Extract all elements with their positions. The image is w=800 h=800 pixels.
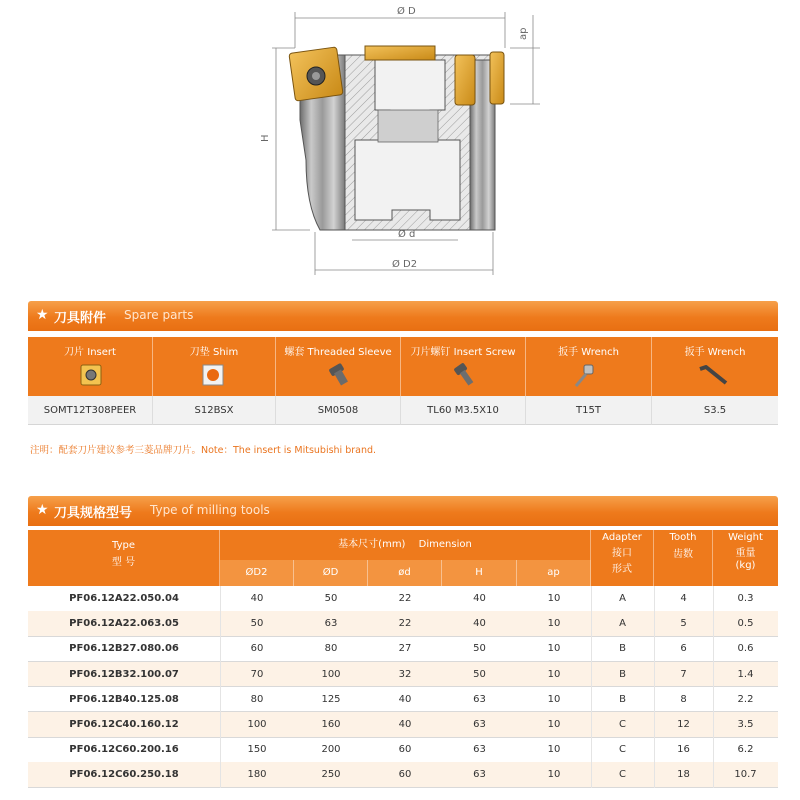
table-row xyxy=(28,687,778,713)
cell-D2: 60 xyxy=(250,643,264,655)
spare-val-insert: SOMT12T308PEER xyxy=(28,396,153,425)
table-row xyxy=(28,662,778,688)
spare-col-threaded-sleeve xyxy=(276,337,401,396)
cell-adapter: A xyxy=(619,593,626,604)
cell-ap: 10 xyxy=(547,593,561,604)
cell-D: 63 xyxy=(324,618,338,630)
spare-val-insert-screw: TL60 M3.5X10 xyxy=(401,396,526,425)
dim-D2-label: Ø D2 xyxy=(392,259,418,270)
cell-d: 40 xyxy=(398,693,412,705)
dim-H-label: H xyxy=(260,134,271,142)
header-H: H xyxy=(442,560,517,586)
spare-val-wrench-hex: S3.5 xyxy=(652,396,778,425)
torx-wrench-icon xyxy=(572,363,606,389)
spare-col-wrench-hex xyxy=(652,337,778,396)
cell-tooth: 16 xyxy=(677,744,690,756)
cell-type: PF06.12B27.080.06 xyxy=(69,643,179,655)
cell-tooth: 7 xyxy=(680,668,687,680)
cell-D: 100 xyxy=(321,668,341,680)
cell-weight: 3.5 xyxy=(737,719,754,730)
spare-val-wrench-torx: T15T xyxy=(526,396,652,425)
header-D2: ØD2 xyxy=(220,560,294,586)
cell-type: PF06.12B32.100.07 xyxy=(69,668,179,680)
cell-D2: 50 xyxy=(250,618,264,630)
spare-col-label: 扳手 Wrench xyxy=(558,347,619,358)
cell-weight: 0.6 xyxy=(737,643,754,655)
spare-parts-title-cn: 刀具附件 xyxy=(54,311,107,326)
spare-col-shim xyxy=(153,337,276,396)
cell-weight: 2.2 xyxy=(737,693,754,705)
header-type-en: Type xyxy=(112,540,135,551)
cell-type: PF06.12C40.160.12 xyxy=(69,719,179,730)
cell-tooth: 18 xyxy=(677,769,690,781)
cell-D: 200 xyxy=(321,744,341,756)
cell-D: 125 xyxy=(321,693,341,705)
cell-ap: 10 xyxy=(547,719,561,730)
cell-D: 250 xyxy=(321,769,341,781)
header-type-cn: 型 号 xyxy=(111,557,136,568)
cell-D2: 180 xyxy=(247,769,267,781)
cell-ap: 10 xyxy=(547,744,561,756)
header-type xyxy=(28,530,220,586)
header-adapter xyxy=(591,530,654,586)
header-weight xyxy=(713,530,778,586)
cell-H: 40 xyxy=(473,618,486,630)
milling-tools-table xyxy=(28,530,778,788)
cell-D2: 150 xyxy=(247,744,267,756)
table-row xyxy=(28,611,778,637)
header-tooth-en: Tooth xyxy=(669,532,697,543)
cell-d: 60 xyxy=(398,744,412,756)
cell-ap: 10 xyxy=(547,643,561,655)
header-weight-cn: 重量 xyxy=(735,548,756,559)
table-row xyxy=(28,636,778,662)
dim-d-label: Ø d xyxy=(398,229,416,240)
cell-D2: 70 xyxy=(250,668,264,680)
cell-tooth: 12 xyxy=(677,719,690,730)
spare-col-wrench-torx xyxy=(526,337,652,396)
cell-tooth: 4 xyxy=(680,593,687,604)
cell-ap: 10 xyxy=(547,769,561,781)
cell-tooth: 8 xyxy=(680,693,687,705)
header-D: ØD xyxy=(294,560,368,586)
cell-type: PF06.12C60.250.18 xyxy=(69,769,179,781)
cell-ap: 10 xyxy=(547,668,561,680)
header-weight-en: Weight xyxy=(728,532,763,543)
cell-type: PF06.12A22.063.05 xyxy=(69,618,179,630)
cell-weight: 6.2 xyxy=(737,744,754,756)
cell-d: 60 xyxy=(398,769,412,781)
cell-weight: 0.3 xyxy=(737,593,754,604)
cell-H: 63 xyxy=(473,744,486,756)
spare-col-label: 刀垫 Shim xyxy=(189,347,239,358)
cell-weight: 10.7 xyxy=(734,769,757,781)
cutter-drawing xyxy=(0,0,800,290)
hex-wrench-icon xyxy=(696,363,732,389)
cell-d: 22 xyxy=(398,593,412,604)
cell-ap: 10 xyxy=(547,693,561,705)
cell-H: 63 xyxy=(473,769,486,781)
insert-graphic-top xyxy=(365,46,435,60)
header-weight-unit: (kg) xyxy=(735,560,756,571)
spare-val-shim: S12BSX xyxy=(153,396,276,425)
spare-parts-table xyxy=(28,337,778,425)
header-adapter-en: Adapter xyxy=(602,532,642,543)
spare-parts-title-en: Spare parts xyxy=(124,308,194,322)
cell-H: 40 xyxy=(473,593,486,604)
cell-type: PF06.12A22.050.04 xyxy=(69,593,179,604)
cell-type: PF06.12C60.200.16 xyxy=(69,744,179,756)
cell-adapter: C xyxy=(619,719,626,730)
spare-col-label: 扳手 Wrench xyxy=(684,347,746,358)
header-tooth xyxy=(654,530,713,586)
spare-col-label: 螺套 Threaded Sleeve xyxy=(284,347,392,358)
star-icon: ★ xyxy=(36,502,49,518)
cell-D: 160 xyxy=(321,719,341,730)
cell-H: 50 xyxy=(473,643,486,655)
header-d: ød xyxy=(368,560,442,586)
milling-tools-title-en: Type of milling tools xyxy=(150,503,270,517)
dim-ap-label: ap xyxy=(518,27,529,40)
cell-adapter: A xyxy=(619,618,626,630)
cell-H: 63 xyxy=(473,719,486,730)
cell-weight: 1.4 xyxy=(737,668,754,680)
cell-adapter: B xyxy=(619,643,626,655)
table-row xyxy=(28,762,778,788)
header-ap: ap xyxy=(517,560,591,586)
cell-weight: 0.5 xyxy=(737,618,754,630)
cell-adapter: C xyxy=(619,744,626,756)
cell-type: PF06.12B40.125.08 xyxy=(69,693,179,705)
cell-tooth: 6 xyxy=(680,643,687,655)
spare-parts-title-bar xyxy=(28,301,778,331)
spare-col-insert-screw xyxy=(401,337,526,396)
table-row xyxy=(28,737,778,763)
cell-D: 50 xyxy=(324,593,338,604)
cutter-body xyxy=(289,46,504,230)
spare-col-label: 刀片 Insert xyxy=(64,347,116,358)
cell-H: 63 xyxy=(473,693,486,705)
header-dimension xyxy=(220,530,591,560)
insert-icon xyxy=(79,363,103,387)
table-row xyxy=(28,712,778,738)
header-adapter-cn2: 形式 xyxy=(612,564,632,575)
header-adapter-cn1: 接口 xyxy=(612,548,632,559)
cell-D: 80 xyxy=(324,643,338,655)
cell-adapter: B xyxy=(619,668,626,680)
cell-d: 27 xyxy=(398,643,412,655)
milling-tools-title-cn: 刀具规格型号 xyxy=(54,506,133,521)
spare-val-threaded-sleeve: SM0508 xyxy=(276,396,401,425)
cell-ap: 10 xyxy=(547,618,561,630)
insert-brand-note: 注明：配套刀片建议参考三菱品牌刀片。Note：The insert is Mitsubishi brand. xyxy=(30,445,377,456)
star-icon: ★ xyxy=(36,307,49,323)
spare-col-insert xyxy=(28,337,153,396)
table-row xyxy=(28,586,778,612)
shim-icon xyxy=(201,363,225,387)
header-dimension-en: Dimension xyxy=(418,539,472,550)
cell-d: 22 xyxy=(398,618,412,630)
dim-D-label: Ø D xyxy=(397,6,416,17)
cell-adapter: B xyxy=(619,693,626,705)
cell-adapter: C xyxy=(619,769,626,781)
spare-col-label: 刀片螺钉 Insert Screw xyxy=(410,347,516,358)
insert-screw-icon xyxy=(451,361,477,389)
cell-d: 32 xyxy=(398,668,412,680)
cell-tooth: 5 xyxy=(680,618,687,630)
cell-H: 50 xyxy=(473,668,486,680)
cell-D2: 100 xyxy=(247,719,267,730)
header-tooth-cn: 齿数 xyxy=(673,549,693,560)
cell-d: 40 xyxy=(398,719,412,730)
header-dimension-cn: 基本尺寸(mm) xyxy=(338,539,406,550)
insert-graphic-left xyxy=(289,47,343,101)
threaded-sleeve-icon xyxy=(326,361,352,389)
cell-D2: 40 xyxy=(250,593,264,604)
cell-D2: 80 xyxy=(250,693,264,705)
milling-tools-title-bar xyxy=(28,496,778,526)
